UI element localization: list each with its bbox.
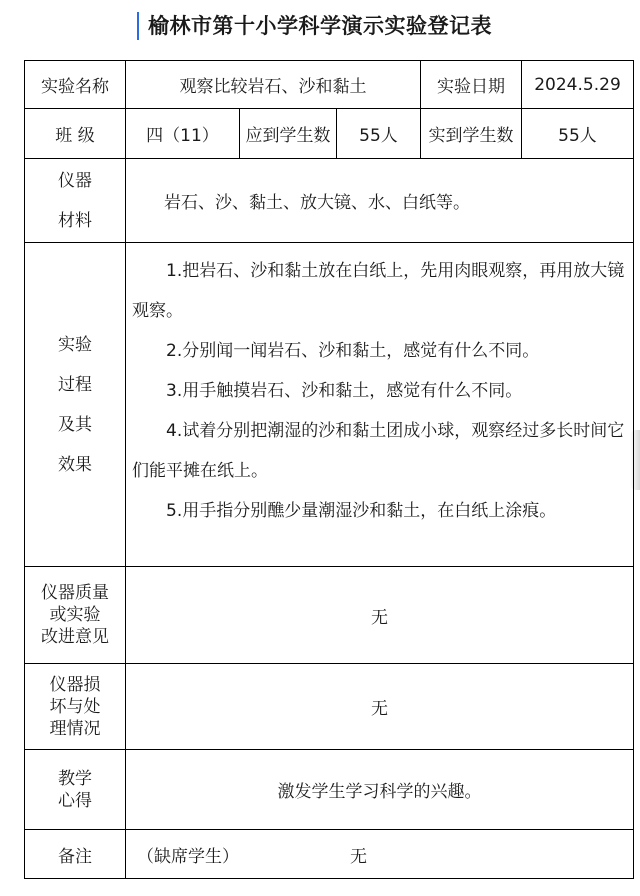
form-title: 榆林市第十小学科学演示实验登记表 [148,14,492,38]
quality-label-line: 仪器质量 [41,583,109,603]
experiment-name-label: 实验名称 [24,60,125,108]
teaching-label-line: 教学 [58,768,92,789]
remarks-value: 无 [250,829,634,879]
damage-label-line: 坏与处 [49,696,101,717]
teaching-label [24,749,125,829]
damage-value: 无 [125,663,634,749]
experiment-name-value: 观察比较岩石、沙和黏土 [125,60,420,108]
damage-label-line: 仪器损 [49,674,101,695]
process-step: 4.试着分别把潮湿的沙和黏土团成小球，观察经过多长时间它们能平摊在纸上。 [132,421,625,481]
materials-label-line: 仪器 [58,170,92,191]
damage-label-line: 理情况 [49,718,101,739]
process-label-line: 实验 [58,334,92,355]
experiment-date-value: 2024.5.29 [521,60,634,108]
actual-students-label: 实到学生数 [420,108,521,158]
process-label-line: 效果 [58,454,92,475]
damage-label [24,663,125,749]
text-cursor [137,12,139,40]
expected-students-value: 55人 [336,108,420,158]
teaching-value: 激发学生学习科学的兴趣。 [125,749,634,829]
process-label [24,242,125,566]
process-step: 3.用手触摸岩石、沙和黏土，感觉有什么不同。 [166,381,523,401]
absent-students-label: （缺席学生） [125,829,250,879]
materials-label-line: 材料 [58,210,92,231]
quality-label [24,566,125,663]
materials-value: 岩石、沙、黏土、放大镜、水、白纸等。 [125,158,634,242]
process-step: 5.用手指分别醮少量潮湿沙和黏土，在白纸上涂痕。 [166,501,557,521]
remarks-label: 备注 [24,829,125,879]
process-steps [125,242,634,566]
teaching-label-line: 心得 [58,790,92,811]
experiment-date-label: 实验日期 [420,60,521,108]
class-value: 四（11） [125,108,239,158]
class-label: 班 级 [24,108,125,158]
process-step: 2.分别闻一闻岩石、沙和黏土，感觉有什么不同。 [166,341,540,361]
expected-students-label: 应到学生数 [239,108,336,158]
process-label-line: 及其 [58,414,92,435]
process-label-line: 过程 [58,374,92,395]
process-step: 1.把岩石、沙和黏土放在白纸上，先用肉眼观察，再用放大镜观察。 [132,261,625,321]
quality-label-line: 改进意见 [41,627,109,647]
actual-students-value: 55人 [521,108,634,158]
materials-label [24,158,125,242]
quality-value: 无 [125,566,634,663]
quality-label-line: 或实验 [49,605,101,625]
